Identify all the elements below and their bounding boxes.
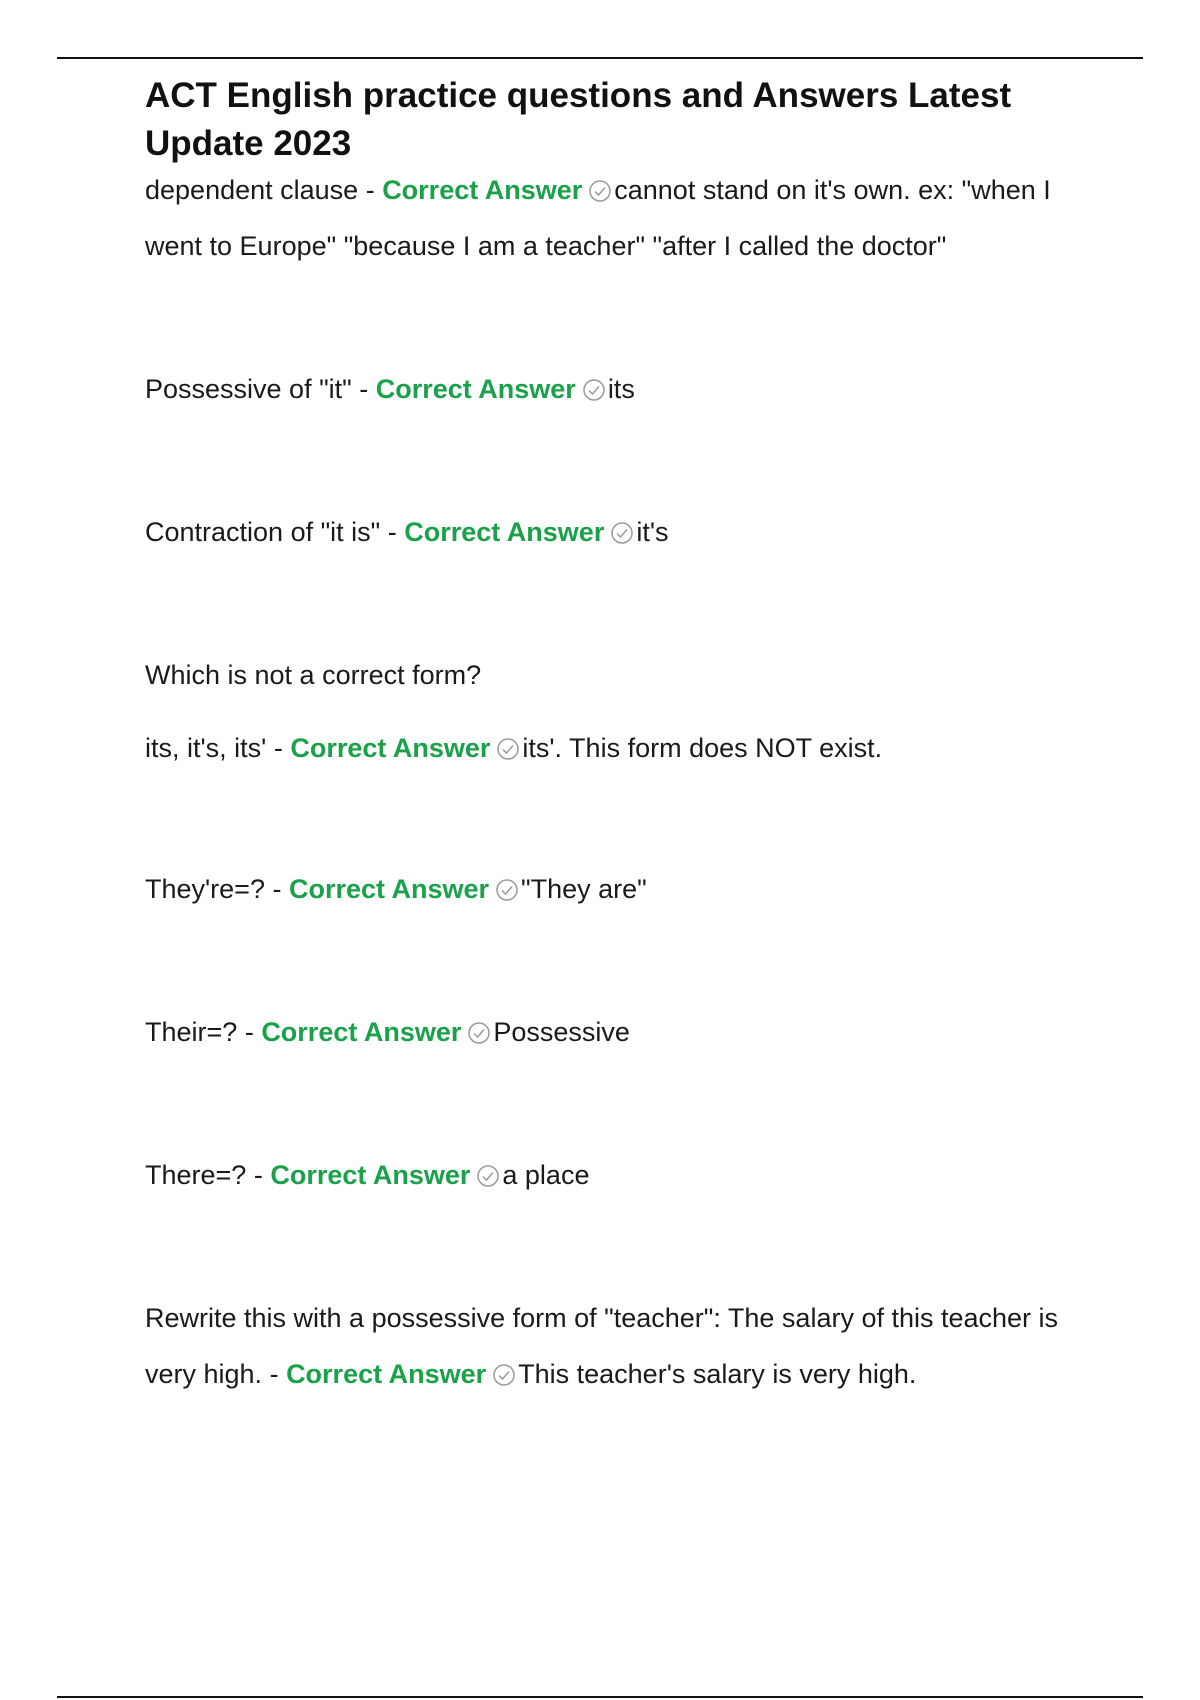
- question-text: Contraction of "it is": [145, 517, 381, 547]
- separator: -: [351, 374, 376, 404]
- check-circle-icon: [496, 737, 520, 761]
- check-circle-icon: [476, 1164, 500, 1188]
- correct-answer-label: Correct Answer: [382, 175, 583, 205]
- answer-text: a place: [502, 1160, 590, 1190]
- answer-text: it's: [636, 517, 669, 547]
- top-rule: [57, 57, 1143, 59]
- bottom-rule: [57, 1696, 1143, 1698]
- answer-text: This teacher's salary is very high.: [518, 1359, 917, 1389]
- question-text: Possessive of "it": [145, 374, 352, 404]
- question-text: its, it's, its': [145, 733, 267, 763]
- check-circle-icon: [467, 1021, 491, 1045]
- qa-entry: [145, 162, 1095, 274]
- qa-entry: [145, 1004, 1095, 1060]
- question-text: There=?: [145, 1160, 247, 1190]
- correct-answer-label: Correct Answer: [404, 517, 605, 547]
- separator: -: [358, 175, 383, 205]
- correct-answer-label: Correct Answer: [261, 1017, 462, 1047]
- correct-answer-label: Correct Answer: [286, 1359, 487, 1389]
- qa-entry: [145, 1147, 1095, 1203]
- qa-entry: [145, 647, 1095, 776]
- question-text: Rewrite this with a possessive form of "teacher": The salary of this teacher is very high.: [145, 1303, 1059, 1389]
- correct-answer-label: Correct Answer: [375, 374, 576, 404]
- qa-entry: [145, 504, 1095, 560]
- separator: -: [262, 1359, 287, 1389]
- separator: -: [246, 1160, 271, 1190]
- answer-text: "They are": [521, 874, 647, 904]
- document-title: ACT English practice questions and Answers Latest Update 2023: [145, 76, 1012, 163]
- correct-answer-label: Correct Answer: [288, 874, 490, 904]
- separator: -: [237, 1017, 262, 1047]
- correct-answer-label: Correct Answer: [290, 733, 491, 763]
- correct-answer-label: Correct Answer: [270, 1160, 471, 1190]
- answer-text: cannot stand on it's own. ex: "when I went to Europe" "because I am a teacher" "after I called the doctor": [145, 175, 1051, 261]
- check-circle-icon: [588, 179, 612, 203]
- check-circle-icon: [610, 521, 634, 545]
- separator: -: [264, 874, 289, 904]
- qa-entry: [145, 1290, 1095, 1402]
- qa-entry: [145, 361, 1095, 417]
- check-circle-icon: [582, 378, 606, 402]
- question-text: dependent clause: [145, 175, 359, 205]
- question-prompt: Which is not a correct form?: [145, 660, 482, 690]
- qa-entry: [145, 861, 1095, 917]
- answer-text: its: [607, 374, 635, 404]
- answer-text: Possessive: [493, 1017, 630, 1047]
- separator: -: [380, 517, 405, 547]
- check-circle-icon: [495, 878, 519, 902]
- separator: -: [266, 733, 291, 763]
- check-circle-icon: [492, 1363, 516, 1387]
- question-text: Their=?: [145, 1017, 238, 1047]
- answer-text: its'. This form does NOT exist.: [522, 733, 883, 763]
- question-text: They're=?: [145, 874, 265, 904]
